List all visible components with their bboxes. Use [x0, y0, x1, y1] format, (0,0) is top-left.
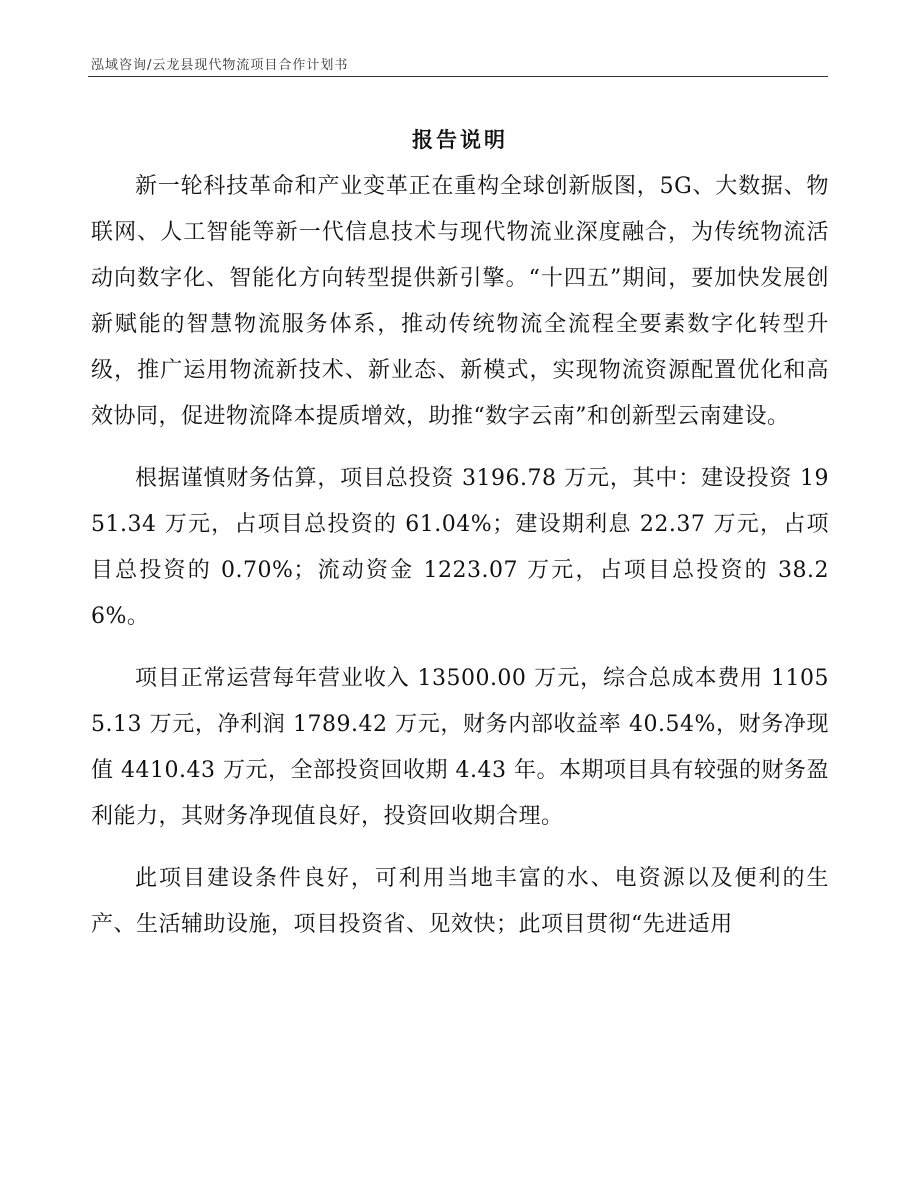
- running-header: 泓域咨询/云龙县现代物流项目合作计划书: [91, 58, 349, 73]
- paragraph-conditions: 此项目建设条件良好，可利用当地丰富的水、电资源以及便利的生产、生活辅助设施，项目投资省、见效快；此项目贯彻“先进适用: [91, 866, 829, 937]
- page-title: 报告说明: [412, 128, 508, 152]
- paragraph-intro: 新一轮科技革命和产业变革正在重构全球创新版图，5G、大数据、物联网、人工智能等新一代信息技术与现代物流业深度融合，为传统物流活动向数字化、智能化方向转型提供新引擎。“十四五”期间，要加快发展创新赋能的智慧物流服务体系，推动传统物流全流程全要素数字化转型升级，推广运用物流新技术、新业态、新模式，实现物流资源配置优化和高效协同，促进物流降本提质增效，助推“数字云南”和创新型云南建设。: [91, 174, 829, 429]
- paragraph-revenue: 项目正常运营每年营业收入 13500.00 万元，综合总成本费用 11055.13 万元，净利润 1789.42 万元，财务内部收益率 40.54%，财务净现值 4410.43 万元，全部投资回收期 4.43 年。本期项目具有较强的财务盈利能力，其财务净现值良好，投资回收期合理。: [91, 666, 829, 829]
- paragraph-investment: 根据谨慎财务估算，项目总投资 3196.78 万元，其中：建设投资 1951.34 万元，占项目总投资的 61.04%；建设期利息 22.37 万元，占项目总投资的 0.70%；流动资金 1223.07 万元，占项目总投资的 38.26%。: [91, 466, 829, 629]
- document-body: [91, 164, 829, 964]
- header-divider: [88, 76, 828, 77]
